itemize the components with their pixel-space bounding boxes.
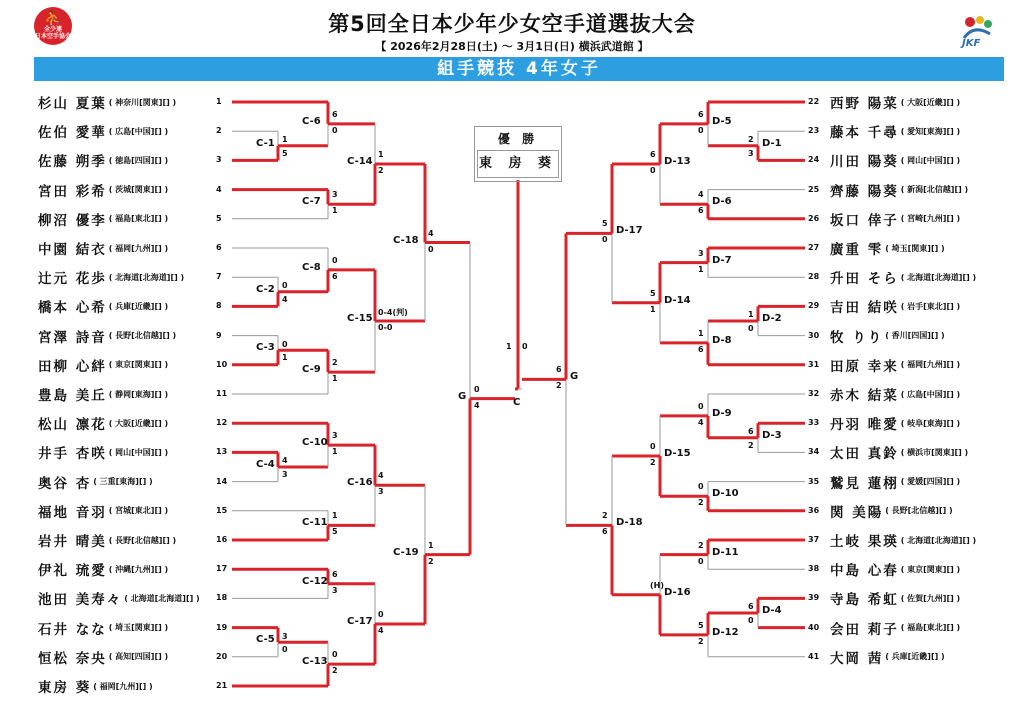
score-top: 0 xyxy=(332,650,338,660)
jkf-logo-text: JKF xyxy=(962,38,981,49)
score-top: 6 xyxy=(332,109,338,119)
seed-number: 8 xyxy=(216,301,222,311)
player-name: 会田 莉子 xyxy=(830,621,899,638)
seed-number: 13 xyxy=(216,447,228,457)
seed-number: 18 xyxy=(216,593,228,603)
match-label: D-10 xyxy=(712,488,739,500)
score-bottom: 2 xyxy=(556,381,562,391)
seed-number: 32 xyxy=(808,389,820,398)
player-affiliation: ( 岡山[中国][] ) xyxy=(108,447,169,457)
match-label: D-7 xyxy=(712,254,732,266)
champion-name: 東 房 葵 xyxy=(477,150,559,178)
player-entry xyxy=(38,501,168,521)
player-name: 奥谷 杏 xyxy=(38,475,92,492)
score-bottom: 3 xyxy=(332,585,338,595)
score-bottom: 4 xyxy=(378,625,384,635)
score-bottom: 0 xyxy=(522,342,528,351)
score-bottom: 0 xyxy=(428,244,434,254)
match-label: D-15 xyxy=(664,448,691,460)
player-affiliation: ( 大阪[近畿][] ) xyxy=(108,418,169,428)
page-title: 第5回全日本少年少女空手道選抜大会 xyxy=(328,12,696,36)
match-label: D-3 xyxy=(762,429,782,441)
score-top: 2 xyxy=(748,135,754,145)
seed-number: 21 xyxy=(216,681,228,690)
player-affiliation: ( 兵庫[近畿][] ) xyxy=(108,301,169,311)
seed-number: 27 xyxy=(808,243,820,252)
player-affiliation: ( 広島[中国][] ) xyxy=(108,126,169,136)
score-bottom: 3 xyxy=(378,487,384,497)
seed-number: 12 xyxy=(216,418,228,428)
seed-number: 26 xyxy=(808,213,820,223)
player-name: 西野 陽菜 xyxy=(830,96,899,112)
player-entry xyxy=(830,121,960,141)
player-affiliation: ( 長野[北信越][] ) xyxy=(108,331,177,341)
score-top: 5 xyxy=(698,620,704,630)
score-top: 0-4(判) xyxy=(378,308,408,317)
match-label: D-9 xyxy=(712,407,732,419)
player-entry xyxy=(38,647,168,667)
seed-number: 39 xyxy=(808,593,820,603)
score-bottom: 1 xyxy=(332,206,338,216)
score-bottom: 2 xyxy=(698,498,704,508)
player-affiliation: ( 茨城[関東][] ) xyxy=(108,185,169,195)
seed-number: 10 xyxy=(216,359,228,369)
player-affiliation: ( 大阪[近畿][] ) xyxy=(900,97,961,107)
player-affiliation: ( 埼玉[関東][] ) xyxy=(108,623,169,633)
match-label: D-4 xyxy=(762,605,782,616)
score-top: 2 xyxy=(602,511,608,521)
score-top: 1 xyxy=(282,135,288,145)
score-top: 0 xyxy=(474,384,480,394)
player-affiliation: ( 横浜市[関東][] ) xyxy=(900,447,969,457)
player-entry xyxy=(38,413,168,433)
score-bottom: 2 xyxy=(698,636,704,646)
player-entry xyxy=(38,267,184,287)
event-banner: 組手競技 4年女子 xyxy=(34,57,1004,81)
player-name: 佐伯 愛華 xyxy=(38,125,107,142)
player-entry xyxy=(38,384,168,404)
player-affiliation: ( 福島[東北][] ) xyxy=(900,623,961,633)
player-entry xyxy=(830,501,953,521)
seed-number: 4 xyxy=(216,184,222,194)
match-label: C-1 xyxy=(256,137,275,149)
player-entry xyxy=(830,355,960,375)
score-bottom: 0 xyxy=(602,235,608,245)
player-name: 池田 美寿々 xyxy=(38,592,123,609)
match-label: C-16 xyxy=(347,477,373,489)
player-name: 大岡 茜 xyxy=(830,650,884,667)
player-name: 太田 真鈴 xyxy=(830,446,899,463)
player-name: 齊藤 陽葵 xyxy=(830,183,899,200)
player-affiliation: ( 広島[中国][] ) xyxy=(900,389,961,399)
match-label: C-19 xyxy=(393,546,419,558)
player-name: 丹羽 唯愛 xyxy=(830,417,899,434)
score-top: 1 xyxy=(506,342,512,351)
seed-number: 38 xyxy=(808,564,820,574)
player-entry xyxy=(38,238,168,258)
player-affiliation: ( 東京[関東][] ) xyxy=(900,564,961,574)
score-bottom: 5 xyxy=(332,527,338,537)
player-entry xyxy=(830,296,960,316)
score-bottom: 1 xyxy=(332,447,338,457)
player-affiliation: ( 東京[関東][] ) xyxy=(108,360,169,370)
match-label: D-1 xyxy=(762,137,782,149)
player-name: 東房 葵 xyxy=(38,680,92,696)
player-affiliation: ( 北海道[北海道][] ) xyxy=(900,535,977,545)
player-entry xyxy=(38,442,168,462)
score-bottom: 5 xyxy=(282,148,288,158)
karate-figure-icon: ⛹ xyxy=(44,11,62,27)
match-label: C-2 xyxy=(256,283,275,295)
score-bottom: 2 xyxy=(428,556,434,566)
player-entry xyxy=(38,355,168,375)
score-top: 0 xyxy=(282,281,288,291)
score-top: 4 xyxy=(282,456,288,466)
player-name: 赤木 結菜 xyxy=(830,388,899,404)
player-name: 杉山 夏葉 xyxy=(38,96,107,112)
player-entry xyxy=(38,209,168,229)
seed-number: 30 xyxy=(808,330,820,340)
player-name: 田柳 心絆 xyxy=(38,358,107,375)
score-top: 1 xyxy=(698,328,704,338)
score-top: 3 xyxy=(332,431,338,441)
player-affiliation: ( 三重[東海][] ) xyxy=(93,477,153,487)
player-affiliation: ( 福岡[九州][] ) xyxy=(900,360,961,370)
player-entry xyxy=(38,92,176,112)
match-label: D-5 xyxy=(712,115,732,127)
player-affiliation: ( 静岡[東海][] ) xyxy=(108,389,169,399)
score-top: 0 xyxy=(282,339,288,349)
seed-number: 35 xyxy=(808,476,820,486)
player-name: 中園 結衣 xyxy=(38,242,107,258)
player-name: 川田 陽葵 xyxy=(830,154,899,171)
score-bottom: 4 xyxy=(474,400,480,410)
seed-number: 19 xyxy=(216,622,228,632)
match-label: D-6 xyxy=(712,196,732,208)
player-entry xyxy=(830,209,960,229)
score-top: 4 xyxy=(378,471,384,481)
match-label: D-16 xyxy=(664,586,691,598)
score-bottom: 6 xyxy=(698,344,704,354)
seed-number: 24 xyxy=(808,155,820,165)
seed-number: 36 xyxy=(808,505,820,515)
player-name: 宮澤 詩音 xyxy=(38,329,107,346)
seed-number: 9 xyxy=(216,330,222,340)
score-top: 1 xyxy=(378,150,384,160)
player-entry xyxy=(38,472,153,492)
player-name: 鷲見 蓮栩 xyxy=(830,475,899,492)
player-entry xyxy=(38,618,168,638)
match-label: C-5 xyxy=(256,634,275,646)
player-name: 升田 そら xyxy=(830,271,899,288)
match-label: C-10 xyxy=(302,437,328,449)
player-entry xyxy=(830,647,945,667)
match-label: C-14 xyxy=(347,156,373,168)
player-affiliation: ( 福岡[九州][] ) xyxy=(93,681,153,691)
player-affiliation: ( 徳島[四国][] ) xyxy=(108,155,169,165)
player-name: 田原 幸来 xyxy=(830,358,899,375)
score-bottom: 6 xyxy=(602,527,608,537)
player-entry xyxy=(830,384,960,404)
score-bottom: 2 xyxy=(332,666,338,676)
score-bottom: 0 xyxy=(282,645,288,655)
score-top: 6 xyxy=(332,569,338,579)
score-top: 4 xyxy=(698,190,704,200)
score-bottom: 1 xyxy=(282,353,288,363)
player-affiliation: ( 香川[四国][] ) xyxy=(885,331,945,341)
score-top: 4 xyxy=(428,228,434,238)
match-label: D-2 xyxy=(762,313,782,324)
score-top: 1 xyxy=(332,511,338,521)
player-entry xyxy=(830,150,960,170)
score-top: 6 xyxy=(748,602,754,612)
player-entry xyxy=(830,180,968,200)
score-top: 0 xyxy=(698,482,704,492)
player-entry xyxy=(38,559,168,579)
player-entry xyxy=(830,238,945,258)
score-bottom: 6 xyxy=(698,206,704,216)
score-top: 1 xyxy=(428,540,434,550)
score-bottom: 2 xyxy=(650,458,656,468)
score-bottom: 1 xyxy=(698,264,704,274)
match-label: C xyxy=(513,396,521,408)
match-label: C-6 xyxy=(302,115,321,127)
player-affiliation: ( 長野[北信越][] ) xyxy=(885,506,953,516)
player-affiliation: ( 福島[東北][] ) xyxy=(108,214,169,224)
player-affiliation: ( 宮城[東北][] ) xyxy=(108,506,169,516)
seed-number: 33 xyxy=(808,418,820,428)
player-affiliation: ( 岡山[中国][] ) xyxy=(900,155,961,165)
player-entry xyxy=(830,413,960,433)
player-affiliation: ( 北海道[北海道][] ) xyxy=(108,272,185,282)
player-name: 井手 杏咲 xyxy=(38,446,107,463)
seed-number: 41 xyxy=(808,651,820,661)
match-label: G xyxy=(570,371,579,383)
player-affiliation: ( 埼玉[関東][] ) xyxy=(885,243,945,253)
score-top: 6 xyxy=(650,150,656,160)
score-bottom: 2 xyxy=(748,440,754,450)
player-entry xyxy=(38,588,200,608)
player-name: 吉田 結咲 xyxy=(830,300,899,317)
player-entry xyxy=(830,442,968,462)
player-name: 柳沼 優李 xyxy=(38,212,107,229)
score-top: 2 xyxy=(332,358,338,368)
score-top: (H) xyxy=(650,580,665,590)
match-label: C-8 xyxy=(302,261,321,273)
match-label: C-13 xyxy=(302,656,328,668)
match-label: C-15 xyxy=(347,313,373,324)
score-top: 3 xyxy=(332,190,338,200)
match-label: C-7 xyxy=(302,196,321,208)
player-entry xyxy=(830,588,960,608)
seed-number: 40 xyxy=(808,622,820,632)
player-affiliation: ( 岩手[東北][] ) xyxy=(900,301,961,311)
player-entry xyxy=(38,180,168,200)
match-label: C-11 xyxy=(302,517,328,529)
match-label: D-8 xyxy=(712,334,732,346)
player-affiliation: ( 宮崎[九州][] ) xyxy=(900,214,961,224)
player-entry xyxy=(38,150,168,170)
player-name: 松山 凛花 xyxy=(38,417,107,434)
score-top: 0 xyxy=(332,255,338,265)
score-bottom: 1 xyxy=(332,374,338,384)
match-label: C-18 xyxy=(393,234,419,246)
score-bottom: 0 xyxy=(698,556,704,566)
player-entry xyxy=(830,267,976,287)
seed-number: 31 xyxy=(808,359,820,369)
player-affiliation: ( 福岡[九州][] ) xyxy=(108,243,169,253)
seed-number: 6 xyxy=(216,243,222,252)
player-entry xyxy=(830,618,960,638)
player-affiliation: ( 佐賀[九州][] ) xyxy=(900,593,961,603)
match-label: C-3 xyxy=(256,342,275,354)
champion-box xyxy=(474,126,562,182)
player-affiliation: ( 北海道[北海道][] ) xyxy=(900,272,977,282)
score-bottom: 4 xyxy=(282,294,288,304)
player-name: 橋本 心希 xyxy=(38,300,107,317)
player-entry xyxy=(38,296,168,316)
player-name: 牧 りり xyxy=(830,329,884,346)
seed-number: 34 xyxy=(808,447,820,457)
seed-number: 17 xyxy=(216,564,228,574)
player-affiliation: ( 北海道[北海道][] ) xyxy=(124,593,200,603)
player-affiliation: ( 長野[北信越][] ) xyxy=(108,535,177,545)
seed-number: 37 xyxy=(808,535,820,544)
seed-number: 1 xyxy=(216,97,222,106)
match-label: D-18 xyxy=(616,517,643,529)
seed-number: 23 xyxy=(808,126,820,136)
score-top: 1 xyxy=(748,310,754,320)
score-bottom: 0 xyxy=(332,125,338,135)
score-top: 6 xyxy=(698,109,704,119)
score-bottom: 2 xyxy=(378,166,384,176)
score-bottom: 6 xyxy=(332,271,338,281)
player-affiliation: ( 愛媛[四国][] ) xyxy=(900,477,961,487)
player-affiliation: ( 愛知[東海][] ) xyxy=(900,126,961,136)
score-bottom: 4 xyxy=(698,417,704,427)
seed-number: 7 xyxy=(216,272,222,282)
score-bottom: 0 xyxy=(698,125,704,135)
score-top: 6 xyxy=(556,365,562,375)
player-name: 関 美陽 xyxy=(830,504,884,521)
score-top: 3 xyxy=(698,248,704,258)
player-name: 石井 なな xyxy=(38,621,107,638)
seed-number: 25 xyxy=(808,184,820,194)
score-top: 0 xyxy=(378,609,384,619)
player-entry xyxy=(830,530,976,550)
player-entry xyxy=(38,676,153,696)
seed-number: 20 xyxy=(216,651,228,661)
logo-left-line-2: 日本空手協会 xyxy=(34,33,71,40)
player-entry xyxy=(38,326,176,346)
seed-number: 16 xyxy=(216,535,228,544)
player-affiliation: ( 神奈川[関東][] ) xyxy=(108,97,177,107)
page-subtitle: 【 2026年2月28日(土) ～ 3月1日(日) 横浜武道館 】 xyxy=(375,40,649,53)
champion-label: 優 勝 xyxy=(497,132,539,146)
player-affiliation: ( 岐阜[東海][] ) xyxy=(900,418,961,428)
player-entry xyxy=(830,326,945,346)
player-entry xyxy=(830,92,960,112)
player-entry xyxy=(830,559,960,579)
player-affiliation: ( 高知[四国][] ) xyxy=(108,652,169,662)
player-name: 中島 心春 xyxy=(830,563,899,580)
match-label: C-9 xyxy=(302,364,321,376)
seed-number: 14 xyxy=(216,476,228,486)
player-affiliation: ( 沖縄[九州][] ) xyxy=(108,564,169,574)
match-label: G xyxy=(458,390,467,402)
match-label: D-14 xyxy=(664,294,691,306)
match-label: D-17 xyxy=(616,225,643,237)
score-top: 5 xyxy=(602,219,608,229)
player-name: 宮田 彩希 xyxy=(38,183,107,200)
player-name: 廣重 雫 xyxy=(830,242,884,258)
player-entry xyxy=(830,472,960,492)
player-name: 伊礼 琉愛 xyxy=(38,563,107,580)
player-name: 土岐 果瑛 xyxy=(830,534,899,550)
score-top: 2 xyxy=(698,540,704,550)
match-label: D-12 xyxy=(712,626,739,638)
player-name: 佐藤 朔季 xyxy=(38,154,107,171)
seed-number: 28 xyxy=(808,272,820,282)
score-top: 3 xyxy=(282,631,288,641)
player-entry xyxy=(38,121,168,141)
score-bottom: 0-0 xyxy=(378,323,393,332)
match-label: D-13 xyxy=(664,156,691,168)
player-name: 坂口 倖子 xyxy=(830,212,899,229)
match-label: C-4 xyxy=(256,459,275,470)
seed-number: 5 xyxy=(216,213,222,223)
match-label: C-12 xyxy=(302,575,328,587)
score-top: 5 xyxy=(650,288,656,298)
seed-number: 2 xyxy=(216,126,222,136)
match-label: C-17 xyxy=(347,615,373,627)
seed-number: 22 xyxy=(808,97,820,106)
player-name: 豊島 美丘 xyxy=(38,388,107,404)
player-entry xyxy=(38,530,176,550)
score-bottom: 0 xyxy=(748,616,754,625)
seed-number: 3 xyxy=(216,155,222,165)
score-bottom: 3 xyxy=(748,148,754,158)
player-name: 岩井 晴美 xyxy=(38,534,107,550)
player-affiliation: ( 兵庫[近畿][] ) xyxy=(885,652,945,662)
player-name: 藤本 千尋 xyxy=(830,125,899,142)
player-name: 福地 音羽 xyxy=(38,504,107,521)
player-name: 寺島 希虹 xyxy=(830,592,899,609)
player-name: 辻元 花歩 xyxy=(38,271,107,288)
seed-number: 29 xyxy=(808,301,820,311)
score-bottom: 1 xyxy=(650,304,656,314)
score-top: 0 xyxy=(650,442,656,452)
score-bottom: 3 xyxy=(282,470,288,479)
score-top: 0 xyxy=(698,401,704,411)
match-label: D-11 xyxy=(712,546,739,558)
score-top: 6 xyxy=(748,427,754,437)
seed-number: 11 xyxy=(216,389,228,398)
seed-number: 15 xyxy=(216,505,228,515)
player-affiliation: ( 新潟[北信越][] ) xyxy=(900,185,969,195)
score-bottom: 0 xyxy=(650,166,656,176)
score-bottom: 0 xyxy=(748,324,754,333)
logo-left-line-1: 全少連 xyxy=(43,26,62,33)
player-name: 恒松 奈央 xyxy=(38,650,107,667)
